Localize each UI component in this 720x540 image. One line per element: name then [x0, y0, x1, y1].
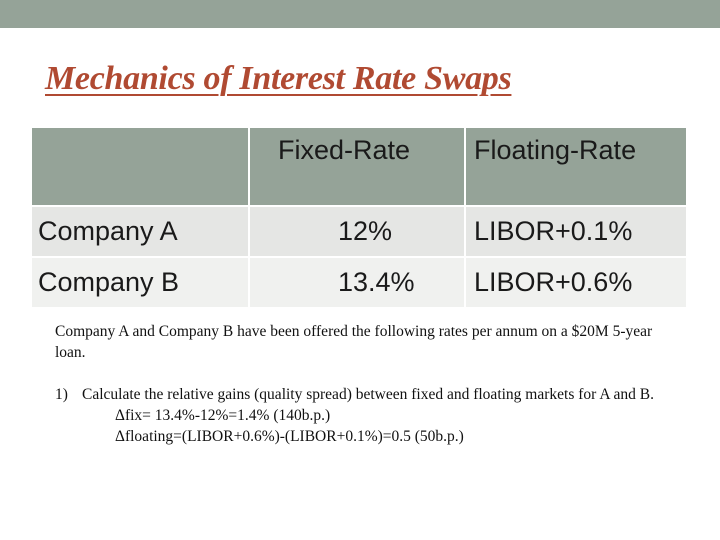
table-header-blank — [31, 127, 249, 206]
table-row — [31, 257, 687, 308]
header-fixed-label: Fixed-Rate — [278, 135, 411, 165]
company-b-floating-rate: LIBOR+0.6% — [465, 257, 687, 308]
delta-fix-line: Δfix= 13.4%-12%=1.4% (140b.p.) — [115, 407, 331, 424]
list-item — [55, 384, 675, 447]
intro-paragraph: Company A and Company B have been offered the following rates per annum on a $20M 5-year loan. — [55, 323, 653, 361]
table-header-row — [31, 127, 687, 206]
company-a-floating-rate: LIBOR+0.1% — [465, 206, 687, 257]
slide-body — [55, 321, 675, 447]
list-item-text: Calculate the relative gains (quality spread) between fixed and floating markets for A and B. — [82, 386, 655, 403]
company-a-label: Company A — [31, 206, 249, 257]
header-floating-label: Floating-Rate — [474, 135, 637, 165]
top-accent-bar — [0, 0, 720, 28]
table-row — [31, 206, 687, 257]
header-floating-rate — [465, 127, 687, 206]
company-a-fixed-rate: 12% — [249, 206, 465, 257]
header-fixed-rate — [249, 127, 465, 206]
delta-floating-line: Δfloating=(LIBOR+0.6%)-(LIBOR+0.1%)=0.5 (50b.p.) — [115, 428, 464, 445]
company-b-label: Company B — [31, 257, 249, 308]
numbered-list — [55, 384, 675, 447]
list-item-number: 1) — [55, 386, 68, 403]
rates-table — [30, 126, 688, 309]
slide-title: Mechanics of Interest Rate Swaps — [45, 60, 512, 97]
company-b-fixed-rate: 13.4% — [249, 257, 465, 308]
